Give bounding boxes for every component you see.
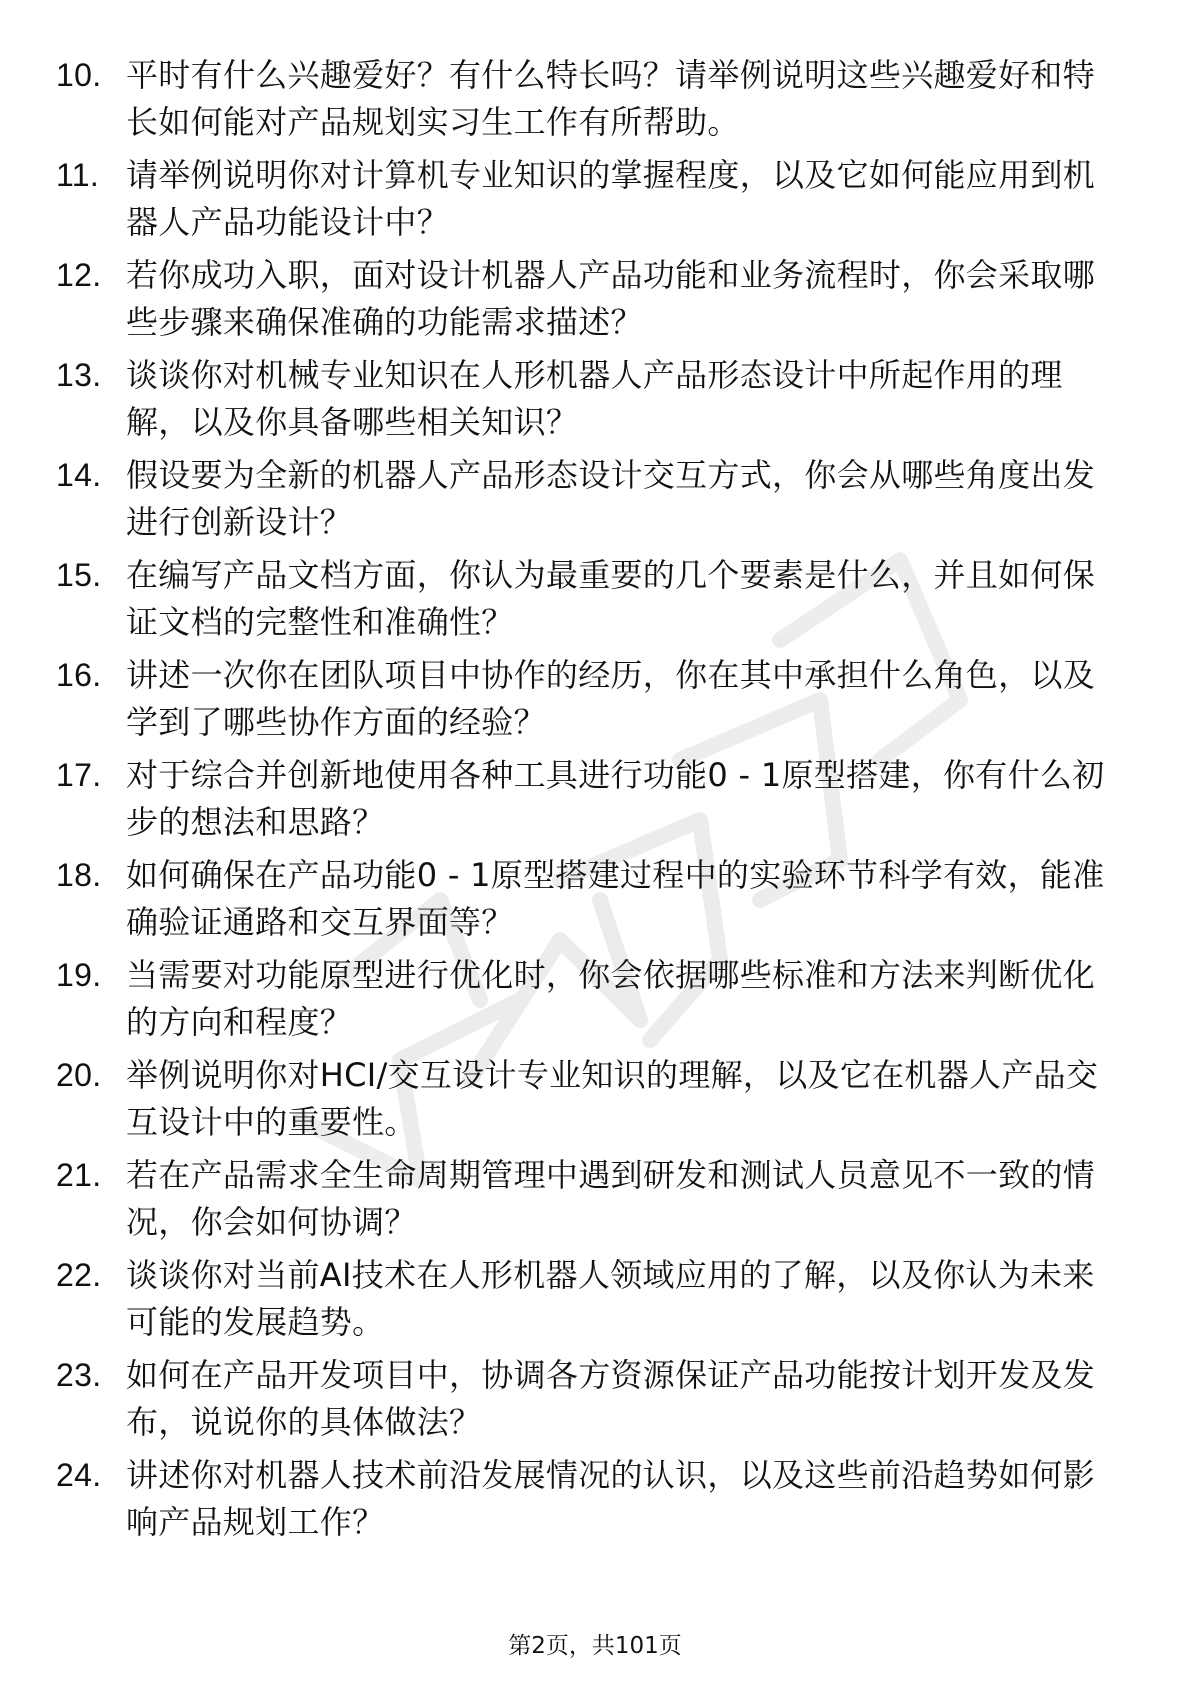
question-number: 16. <box>56 657 102 693</box>
question-text: 如何在产品开发项目中，协调各方资源保证产品功能按计划开发及发布，说说你的具体做法？ <box>126 1356 1096 1441</box>
question-text: 在编写产品文档方面，你认为最重要的几个要素是什么，并且如何保证文档的完整性和准确性？ <box>126 556 1096 641</box>
list-item <box>56 52 1136 152</box>
question-text: 讲述你对机器人技术前沿发展情况的认识，以及这些前沿趋势如何影响产品规划工作？ <box>126 1456 1096 1541</box>
question-text: 当需要对功能原型进行优化时，你会依据哪些标准和方法来判断优化的方向和程度？ <box>126 956 1096 1041</box>
question-text: 谈谈你对机械专业知识在人形机器人产品形态设计中所起作用的理解，以及你具备哪些相关知识？ <box>126 356 1063 441</box>
question-number: 19. <box>56 957 102 993</box>
list-item <box>56 652 1136 752</box>
question-number: 17. <box>56 757 102 793</box>
question-text: 谈谈你对当前AI技术在人形机器人领域应用的了解，以及你认为未来可能的发展趋势。 <box>126 1256 1095 1341</box>
question-text: 假设要为全新的机器人产品形态设计交互方式，你会从哪些角度出发进行创新设计？ <box>126 456 1096 541</box>
question-number: 10. <box>56 57 102 93</box>
list-item <box>56 852 1136 952</box>
list-item <box>56 752 1136 852</box>
question-text: 请举例说明你对计算机专业知识的掌握程度，以及它如何能应用到机器人产品功能设计中？ <box>126 156 1096 241</box>
question-number: 24. <box>56 1457 102 1493</box>
question-list <box>56 52 1136 1552</box>
list-item <box>56 552 1136 652</box>
question-number: 21. <box>56 1157 102 1193</box>
question-number: 14. <box>56 457 102 493</box>
list-item <box>56 952 1136 1052</box>
list-item <box>56 1052 1136 1152</box>
question-number: 15. <box>56 557 102 593</box>
question-text: 对于综合并创新地使用各种工具进行功能0 - 1原型搭建，你有什么初步的想法和思路？ <box>126 756 1105 841</box>
list-item <box>56 1452 1136 1552</box>
list-item <box>56 152 1136 252</box>
question-number: 18. <box>56 857 102 893</box>
question-number: 11. <box>56 157 100 193</box>
list-item <box>56 1352 1136 1452</box>
question-number: 12. <box>56 257 102 293</box>
question-text: 若在产品需求全生命周期管理中遇到研发和测试人员意见不一致的情况，你会如何协调？ <box>126 1156 1096 1241</box>
question-text: 如何确保在产品功能0 - 1原型搭建过程中的实验环节科学有效，能准确验证通路和交互界面等？ <box>126 856 1105 941</box>
list-item <box>56 452 1136 552</box>
question-text: 若你成功入职，面对设计机器人产品功能和业务流程时，你会采取哪些步骤来确保准确的功能需求描述？ <box>126 256 1096 341</box>
question-text: 举例说明你对HCI/交互设计专业知识的理解，以及它在机器人产品交互设计中的重要性。 <box>126 1056 1099 1141</box>
list-item <box>56 352 1136 452</box>
question-number: 20. <box>56 1057 102 1093</box>
question-number: 22. <box>56 1257 102 1293</box>
question-number: 23. <box>56 1357 102 1393</box>
question-text: 讲述一次你在团队项目中协作的经历，你在其中承担什么角色，以及学到了哪些协作方面的经验？ <box>126 656 1096 741</box>
list-item <box>56 1252 1136 1352</box>
list-item <box>56 1152 1136 1252</box>
list-item <box>56 252 1136 352</box>
page-footer: 第2页，共101页 <box>508 1633 682 1659</box>
question-text: 平时有什么兴趣爱好？有什么特长吗？请举例说明这些兴趣爱好和特长如何能对产品规划实习生工作有所帮助。 <box>126 56 1096 141</box>
question-number: 13. <box>56 357 102 393</box>
